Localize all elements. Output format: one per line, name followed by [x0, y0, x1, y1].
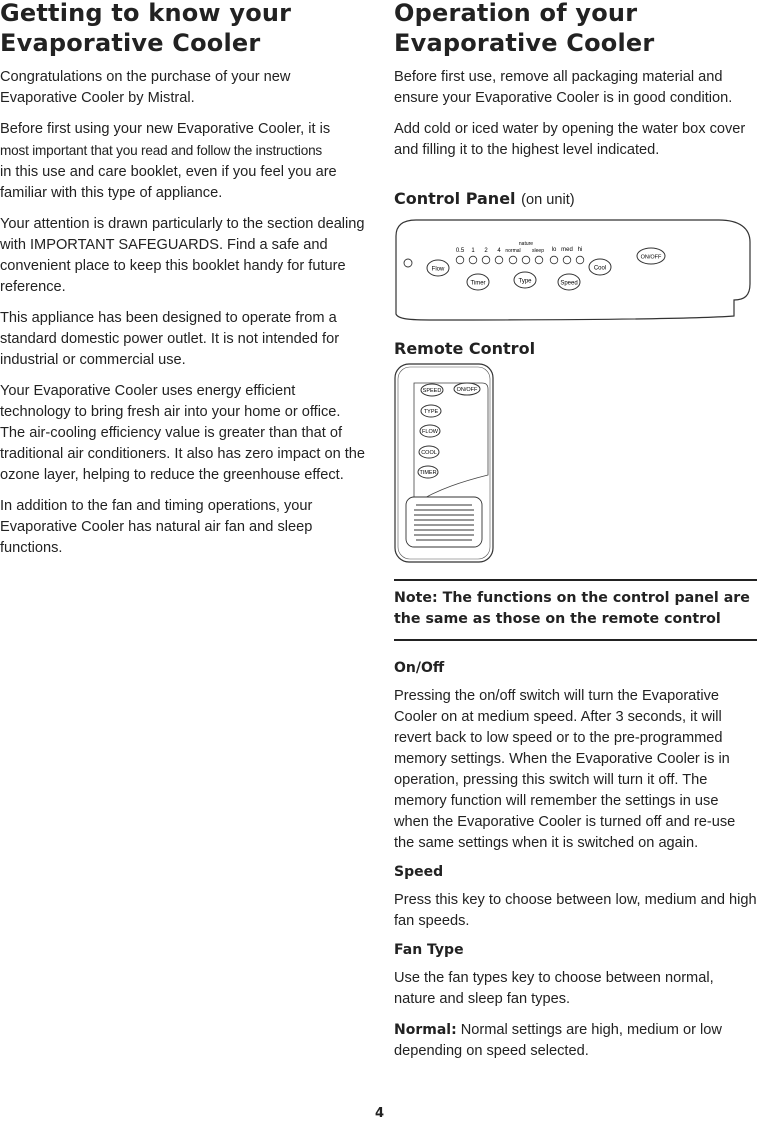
left-paragraph-1: Congratulations on the purchase of your new Evaporative Cooler by Mistral.: [0, 69, 291, 106]
right-title: [394, 0, 757, 58]
left-title-line2: Evaporative Cooler: [0, 29, 261, 57]
speed-led-med-icon: [563, 256, 571, 264]
control-panel-illustration: [394, 216, 757, 328]
left-paragraph-3: Your attention is drawn particularly to the section dealing with IMPORTANT SAFEGUARDS. Find a safe and convenient place to keep this booklet handy for future reference.: [0, 216, 365, 295]
indicator-led-icon: [404, 259, 412, 267]
type-nature-label: nature: [518, 241, 534, 247]
timer-led-4-icon: [495, 256, 503, 264]
timer-level-0.5: 0.5: [455, 248, 465, 254]
speed-heading: Speed: [394, 864, 444, 880]
left-paragraph-4: This appliance has been designed to operate from a standard domestic power outlet. It is not intended for industrial or commercial use.: [0, 310, 340, 368]
timer-button-label: Timer: [470, 280, 486, 287]
remote-speed-label: SPEED: [422, 388, 442, 394]
onoff-heading: On/Off: [394, 660, 445, 676]
onoff-text: Pressing the on/off switch will turn the Evaporative Cooler on at medium speed. After 3 seconds, it will revert back to low speed or to the pre-programmed memory settings. When the Evaporative Cooler is in operation, pressing this switch will turn it off. The memory function will remember the settings in use when the Evaporative Cooler is turned off and re-use the same settings when it is switched on again.: [394, 688, 736, 851]
control-panel-heading: [394, 189, 757, 208]
timer-level-2: 2: [484, 248, 488, 254]
left-title-line1: Getting to know your: [0, 0, 292, 27]
normal-text: [394, 1020, 757, 1062]
left-column: [0, 0, 366, 569]
remote-cool-label: COOL: [421, 450, 437, 456]
left-title: [0, 0, 366, 58]
right-title-line2: Evaporative Cooler: [394, 29, 655, 57]
speed-lo-label: lo: [551, 247, 557, 253]
page-number: 4: [374, 1106, 385, 1121]
remote-flow-label: FLOW: [422, 429, 438, 435]
timer-led-1-icon: [469, 256, 477, 264]
left-paragraph-2c: in this use and care booklet, even if you feel you are familiar with this type of appliance.: [0, 164, 337, 201]
normal-label: Normal:: [394, 1022, 457, 1038]
left-paragraph-6: In addition to the fan and timing operations, your Evaporative Cooler has natural air fan and sleep functions.: [0, 498, 313, 556]
left-paragraph-2a: Before first using your new Evaporative Cooler, it is: [0, 121, 331, 137]
speed-led-hi-icon: [576, 256, 584, 264]
type-led-nature-icon: [522, 256, 530, 264]
flow-label: Flow: [431, 266, 445, 273]
onoff-button-label: ON/OFF: [640, 254, 662, 261]
right-paragraph-2: Add cold or iced water by opening the water box cover and filling it to the highest level indicated.: [394, 121, 746, 158]
timer-level-1: 1: [471, 248, 475, 254]
speed-hi-label: hi: [577, 247, 583, 253]
speed-text: Press this key to choose between low, medium and high fan speeds.: [394, 892, 757, 929]
speed-button-label: Speed: [560, 280, 578, 287]
type-button-label: Type: [518, 278, 532, 285]
left-paragraph-2b: most important that you read and follow the instructions: [0, 143, 323, 158]
remote-onoff-label: ON/OFF: [456, 387, 478, 393]
note-text: Note: The functions on the control panel are the same as those on the remote control: [394, 590, 750, 627]
timer-led-0.5-icon: [456, 256, 464, 264]
type-led-normal-icon: [509, 256, 517, 264]
normal-description: Normal settings are high, medium or low depending on speed selected.: [394, 1022, 722, 1059]
note-box: [394, 579, 757, 641]
speed-led-lo-icon: [550, 256, 558, 264]
timer-level-4: 4: [497, 248, 501, 254]
speed-med-label: med: [561, 247, 573, 253]
right-title-line1: Operation of your: [394, 0, 638, 27]
type-normal-label: normal: [505, 248, 521, 254]
control-panel-heading-text: Control Panel: [394, 189, 516, 208]
fan-type-text: Use the fan types key to choose between normal, nature and sleep fan types.: [394, 970, 714, 1007]
remote-timer-label: TIMER: [419, 470, 437, 476]
timer-led-2-icon: [482, 256, 490, 264]
remote-control-heading: Remote Control: [394, 339, 536, 358]
left-paragraph-2: [0, 119, 366, 204]
remote-type-label: TYPE: [423, 409, 439, 415]
control-panel-sub: (on unit): [521, 192, 575, 208]
fan-type-heading: Fan Type: [394, 942, 464, 958]
cool-button-label: Cool: [593, 265, 607, 272]
remote-speaker-grille-icon: [406, 497, 482, 547]
type-led-sleep-icon: [535, 256, 543, 264]
remote-control-illustration: [394, 363, 504, 569]
left-paragraph-5: Your Evaporative Cooler uses energy efficient technology to bring fresh air into your home or office. The air-cooling efficiency value is greater than that of traditional air conditioners. It also has zero impact on the ozone layer, helping to reduce the greenhouse effect.: [0, 383, 366, 483]
type-sleep-label: sleep: [532, 248, 544, 254]
right-column: [394, 0, 757, 1072]
right-paragraph-1: Before first use, remove all packaging material and ensure your Evaporative Cooler is in good condition.: [394, 69, 733, 106]
